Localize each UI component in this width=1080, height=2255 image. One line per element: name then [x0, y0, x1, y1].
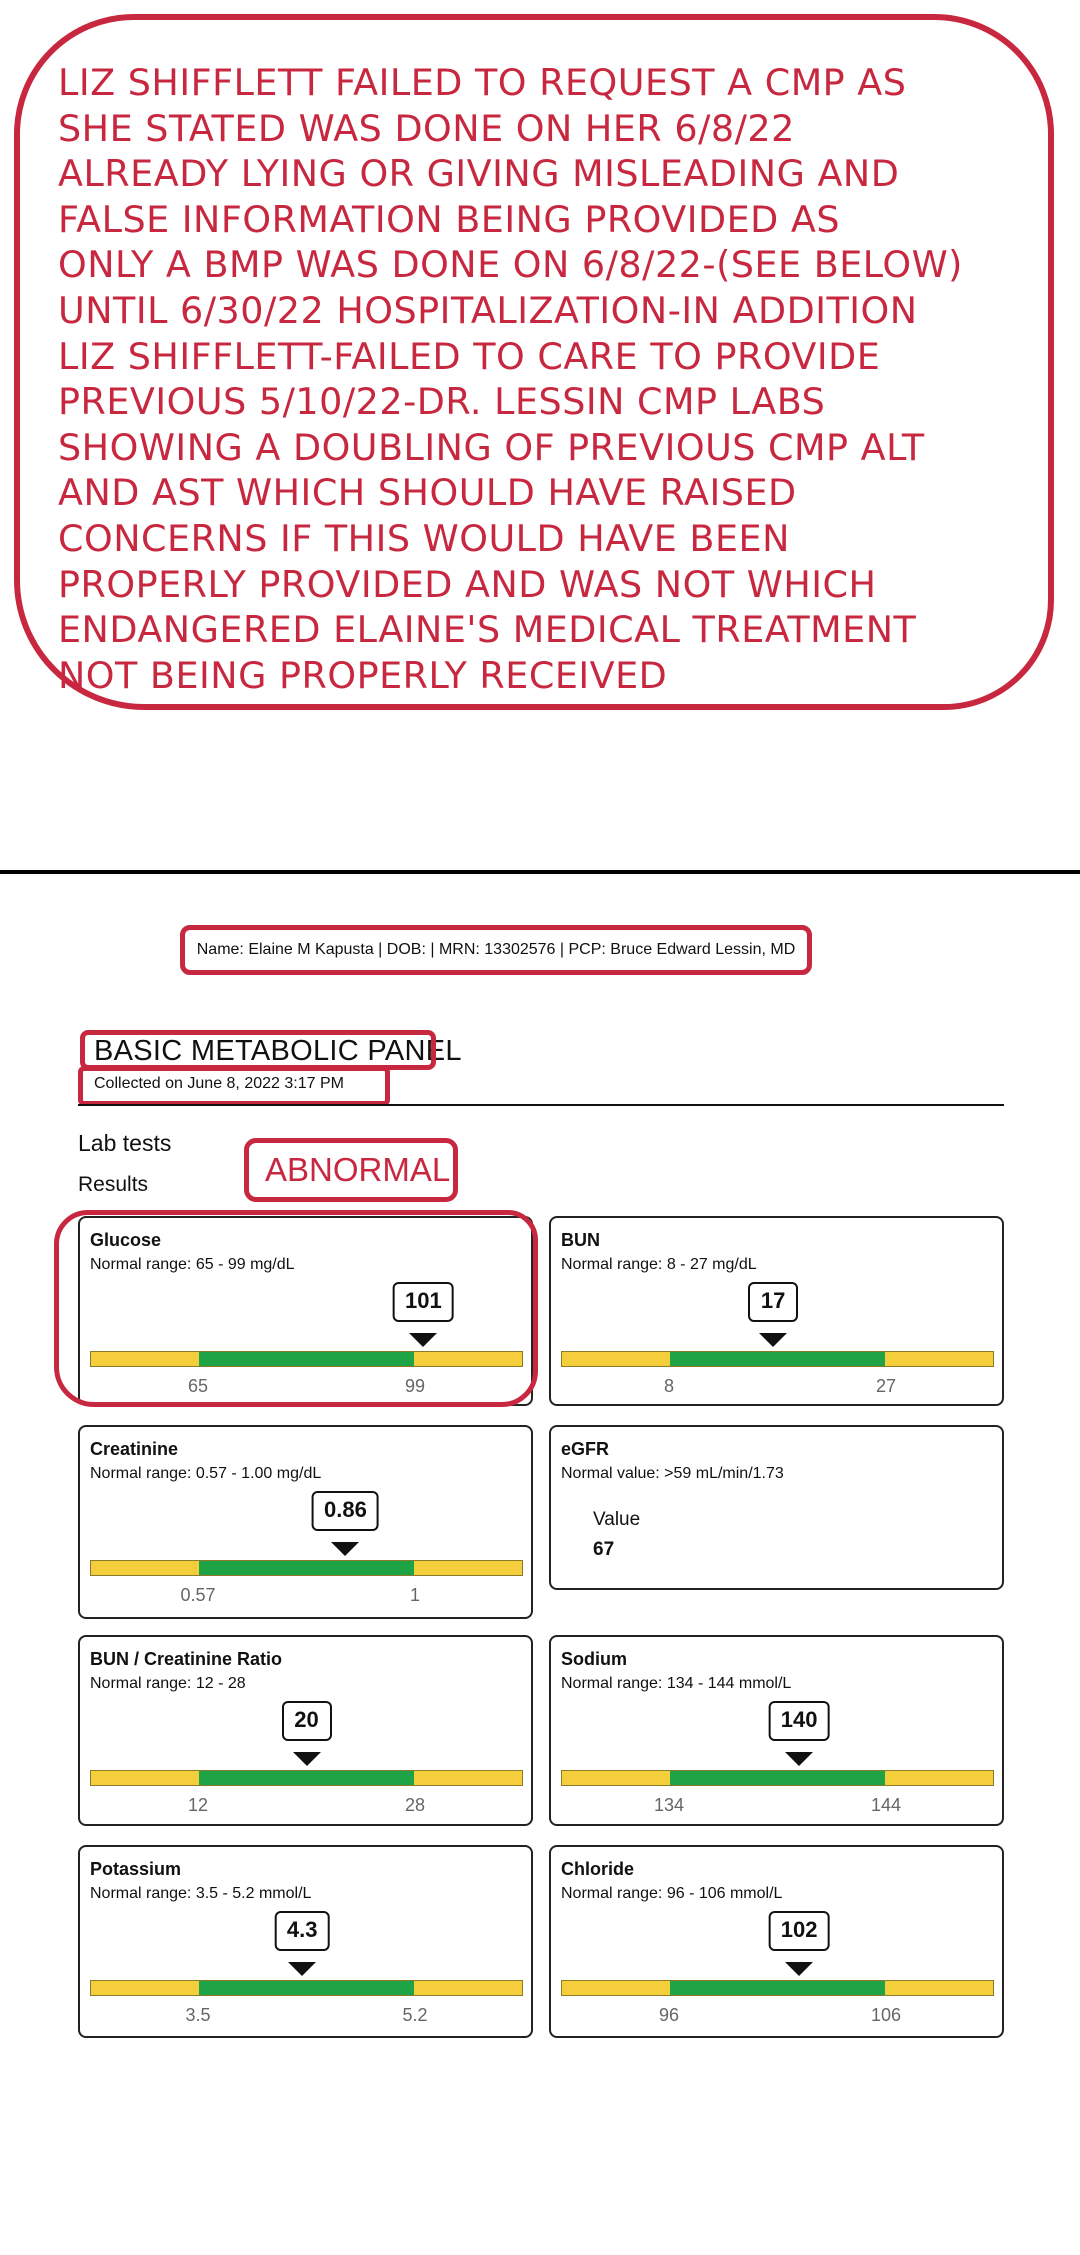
annotation-line: LIZ SHIFFLETT-FAILED TO CARE TO PROVIDE — [58, 334, 881, 378]
range-low-label: 134 — [653, 1795, 685, 1815]
result-card-bun-creatinine-ratio[interactable] — [78, 1635, 533, 1826]
result-range: Normal range: 65 - 99 mg/dL — [90, 1256, 295, 1273]
result-value: 101 — [393, 1282, 454, 1322]
range-bar — [90, 1980, 523, 1996]
result-card-egfr[interactable] — [549, 1425, 1004, 1590]
value-marker-icon — [785, 1752, 813, 1766]
normal-range-segment — [199, 1561, 415, 1575]
range-high-label: 144 — [870, 1795, 902, 1815]
result-name: BUN / Creatinine Ratio — [90, 1649, 283, 1669]
result-card-bun[interactable] — [549, 1216, 1004, 1406]
result-range: Normal range: 0.57 - 1.00 mg/dL — [90, 1465, 322, 1482]
annotation-line: UNTIL 6/30/22 HOSPITALIZATION-IN ADDITION — [58, 288, 918, 332]
value-marker-icon — [785, 1962, 813, 1976]
annotation-line: SHE STATED WAS DONE ON HER 6/8/22 — [58, 106, 795, 150]
highlight-collected-box — [78, 1066, 390, 1106]
annotation-line: PREVIOUS 5/10/22-DR. LESSIN CMP LABS — [58, 380, 826, 424]
result-name: BUN — [561, 1230, 600, 1250]
section-divider — [0, 870, 1080, 874]
range-high-label: 106 — [870, 2005, 902, 2025]
range-high-label: 27 — [875, 1376, 897, 1396]
range-bar — [90, 1560, 523, 1576]
normal-range-segment — [199, 1981, 415, 1995]
annotation-line: ONLY A BMP WAS DONE ON 6/8/22-(SEE BELOW) — [58, 243, 963, 287]
range-low-label: 12 — [187, 1795, 209, 1815]
result-name: Chloride — [561, 1859, 635, 1879]
annotation-line: ENDANGERED ELAINE'S MEDICAL TREATMENT — [58, 608, 917, 652]
range-bar — [561, 1351, 994, 1367]
range-high-label: 99 — [404, 1376, 426, 1396]
panel-title: BASIC METABOLIC PANEL — [94, 1035, 462, 1067]
annotation-line: NOT BEING PROPERLY RECEIVED — [58, 653, 668, 697]
result-range: Normal range: 8 - 27 mg/dL — [561, 1256, 757, 1273]
highlight-title-box — [80, 1030, 436, 1070]
results-heading: Results — [78, 1173, 149, 1196]
result-card-sodium[interactable] — [549, 1635, 1004, 1826]
annotation-line: AND AST WHICH SHOULD HAVE RAISED — [58, 471, 797, 515]
header-rule — [78, 1104, 1004, 1106]
result-value: 0.86 — [312, 1491, 379, 1531]
value-marker-icon — [331, 1542, 359, 1556]
patient-info: Name: Elaine M Kapusta | DOB: | MRN: 13302576 | PCP: Bruce Edward Lessin, MD — [180, 925, 812, 975]
range-low-label: 65 — [187, 1376, 209, 1396]
value-marker-icon — [288, 1962, 316, 1976]
collected-date: Collected on June 8, 2022 3:17 PM — [94, 1075, 344, 1092]
value-marker-icon — [293, 1752, 321, 1766]
normal-range-segment — [199, 1771, 415, 1785]
range-low-label: 0.57 — [180, 1585, 216, 1605]
result-range: Normal range: 12 - 28 — [90, 1675, 246, 1692]
annotation-line: PROPERLY PROVIDED AND WAS NOT WHICH — [58, 562, 877, 606]
result-name: Creatinine — [90, 1439, 179, 1459]
normal-range-segment — [670, 1981, 886, 1995]
abnormal-annotation: ABNORMAL — [244, 1138, 458, 1202]
annotation-line: ALREADY LYING OR GIVING MISLEADING AND — [58, 152, 900, 196]
result-range: Normal value: >59 mL/min/1.73 — [561, 1465, 784, 1482]
result-name: Glucose — [90, 1230, 162, 1250]
annotation-line: FALSE INFORMATION BEING PROVIDED AS — [58, 197, 841, 241]
range-bar — [561, 1770, 994, 1786]
value-label: Value — [593, 1509, 641, 1530]
result-value: 4.3 — [275, 1911, 330, 1951]
result-name: Potassium — [90, 1859, 182, 1879]
range-bar — [561, 1980, 994, 1996]
normal-range-segment — [670, 1771, 886, 1785]
range-low-label: 8 — [663, 1376, 675, 1396]
range-bar — [90, 1770, 523, 1786]
annotation-line: LIZ SHIFFLETT FAILED TO REQUEST A CMP AS — [58, 61, 907, 104]
highlight-glucose-box — [54, 1210, 538, 1407]
normal-range-segment — [670, 1352, 886, 1366]
result-value: 140 — [769, 1701, 830, 1741]
range-low-label: 3.5 — [185, 2005, 211, 2025]
range-high-label: 5.2 — [402, 2005, 428, 2025]
result-value: 17 — [748, 1282, 798, 1322]
result-card-potassium[interactable] — [78, 1845, 533, 2038]
annotation-line: SHOWING A DOUBLING OF PREVIOUS CMP ALT — [58, 425, 925, 469]
result-value: 67 — [593, 1539, 615, 1560]
annotation-line: CONCERNS IF THIS WOULD HAVE BEEN — [58, 516, 790, 560]
range-low-label: 96 — [658, 2005, 680, 2025]
result-range: Normal range: 134 - 144 mmol/L — [561, 1675, 792, 1692]
result-range: Normal range: 96 - 106 mmol/L — [561, 1885, 783, 1902]
lab-tests-heading: Lab tests — [78, 1130, 172, 1156]
result-value: 102 — [769, 1911, 830, 1951]
result-value: 20 — [282, 1701, 332, 1741]
range-high-label: 28 — [404, 1795, 426, 1815]
result-name: eGFR — [561, 1439, 610, 1459]
result-card-creatinine[interactable] — [78, 1425, 533, 1619]
result-range: Normal range: 3.5 - 5.2 mmol/L — [90, 1885, 312, 1902]
range-high-label: 1 — [409, 1585, 421, 1605]
annotation-text — [58, 60, 1058, 698]
result-card-chloride[interactable] — [549, 1845, 1004, 2038]
value-marker-icon — [759, 1333, 787, 1347]
result-name: Sodium — [561, 1649, 627, 1669]
